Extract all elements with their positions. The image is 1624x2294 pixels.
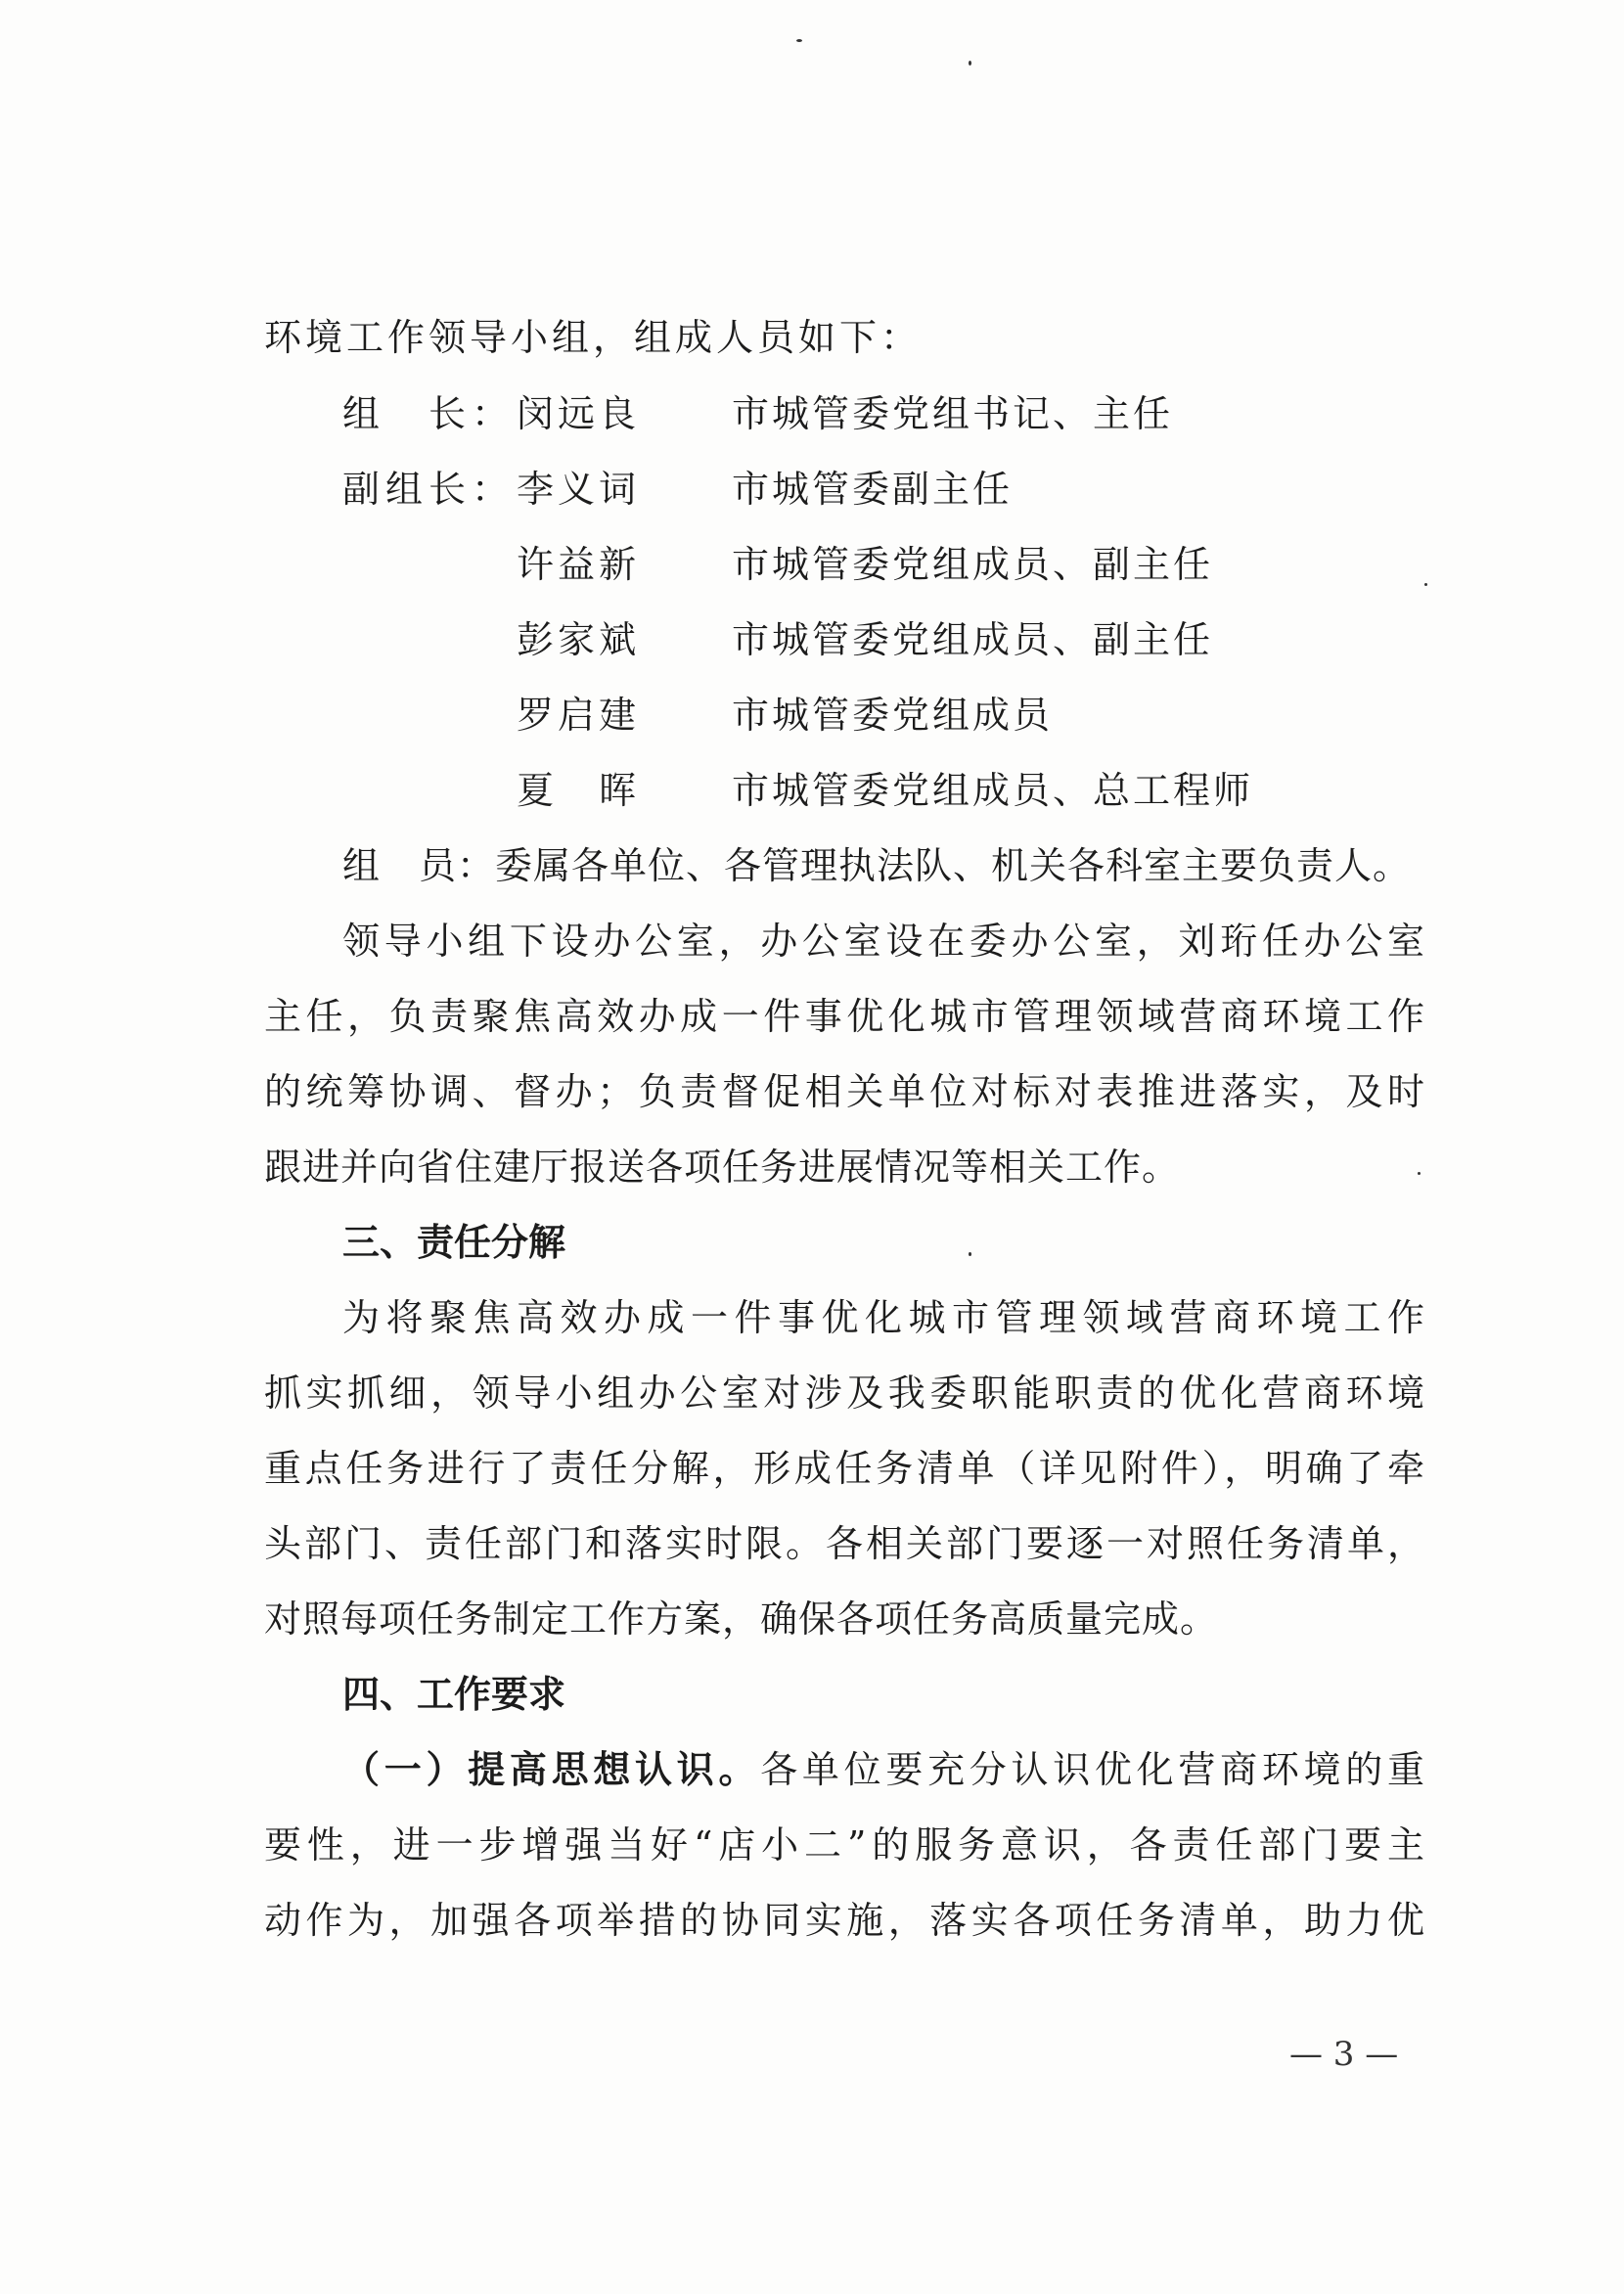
paragraph-line: 要性，进一步增强当好“店小二”的服务意识，各责任部门要主 xyxy=(264,1823,1424,1867)
item-text: 各单位要充分认识优化营商环境的重 xyxy=(760,1748,1424,1791)
section-heading: 四、工作要求 xyxy=(342,1673,566,1716)
paragraph-line: 重点任务进行了责任分解，形成任务清单（详见附件），明确了牵 xyxy=(264,1447,1424,1490)
scan-speck xyxy=(969,61,971,66)
member-name: 夏 晖 xyxy=(517,769,641,812)
member-title: 市城管委党组成员 xyxy=(732,694,1054,737)
paragraph-line xyxy=(342,1747,1424,1792)
group-members-line: 组 员：委属各单位、各管理执法队、机关各科室主要负责人。 xyxy=(342,844,1412,887)
member-title: 市城管委副主任 xyxy=(732,468,1014,511)
scan-speck xyxy=(1418,1172,1421,1175)
paragraph-line: 动作为，加强各项举措的协同实施，落实各项任务清单，助力优 xyxy=(264,1899,1424,1942)
scan-speck xyxy=(1424,583,1427,586)
member-role: 副组长： xyxy=(342,468,516,511)
intro-line: 环境工作领导小组，组成人员如下： xyxy=(264,316,923,359)
paragraph-line: 领导小组下设办公室，办公室设在委办公室，刘珩任办公室 xyxy=(342,920,1424,963)
page-number: — 3 — xyxy=(1289,2035,1399,2074)
member-role: 组 长： xyxy=(342,392,516,435)
member-name: 罗启建 xyxy=(517,694,641,737)
paragraph-line: 为将聚焦高效办成一件事优化城市管理领域营商环境工作 xyxy=(342,1296,1424,1339)
scan-speck xyxy=(796,39,802,42)
member-name: 彭家斌 xyxy=(517,618,641,661)
member-name: 许益新 xyxy=(517,543,641,586)
paragraph-line: 的统筹协调、督办；负责督促相关单位对标对表推进落实，及时 xyxy=(264,1070,1424,1113)
member-title: 市城管委党组成员、总工程师 xyxy=(732,769,1254,812)
paragraph-line: 跟进并向省住建厅报送各项任务进展情况等相关工作。 xyxy=(264,1146,1181,1189)
item-lead: （一）提高思想认识。 xyxy=(342,1748,761,1791)
member-title: 市城管委党组成员、副主任 xyxy=(732,618,1214,661)
member-name: 闵远良 xyxy=(517,392,641,435)
section-heading: 三、责任分解 xyxy=(342,1221,566,1264)
paragraph-line: 对照每项任务制定工作方案，确保各项任务高质量完成。 xyxy=(264,1597,1219,1641)
scan-speck xyxy=(969,1252,971,1256)
member-name: 李义词 xyxy=(517,468,641,511)
member-title: 市城管委党组成员、副主任 xyxy=(732,543,1214,586)
paragraph-line: 主任，负责聚焦高效办成一件事优化城市管理领域营商环境工作 xyxy=(264,995,1424,1038)
paragraph-line: 头部门、责任部门和落实时限。各相关部门要逐一对照任务清单， xyxy=(264,1522,1424,1565)
member-title: 市城管委党组书记、主任 xyxy=(732,392,1174,435)
paragraph-line: 抓实抓细，领导小组办公室对涉及我委职能职责的优化营商环境 xyxy=(264,1372,1424,1415)
